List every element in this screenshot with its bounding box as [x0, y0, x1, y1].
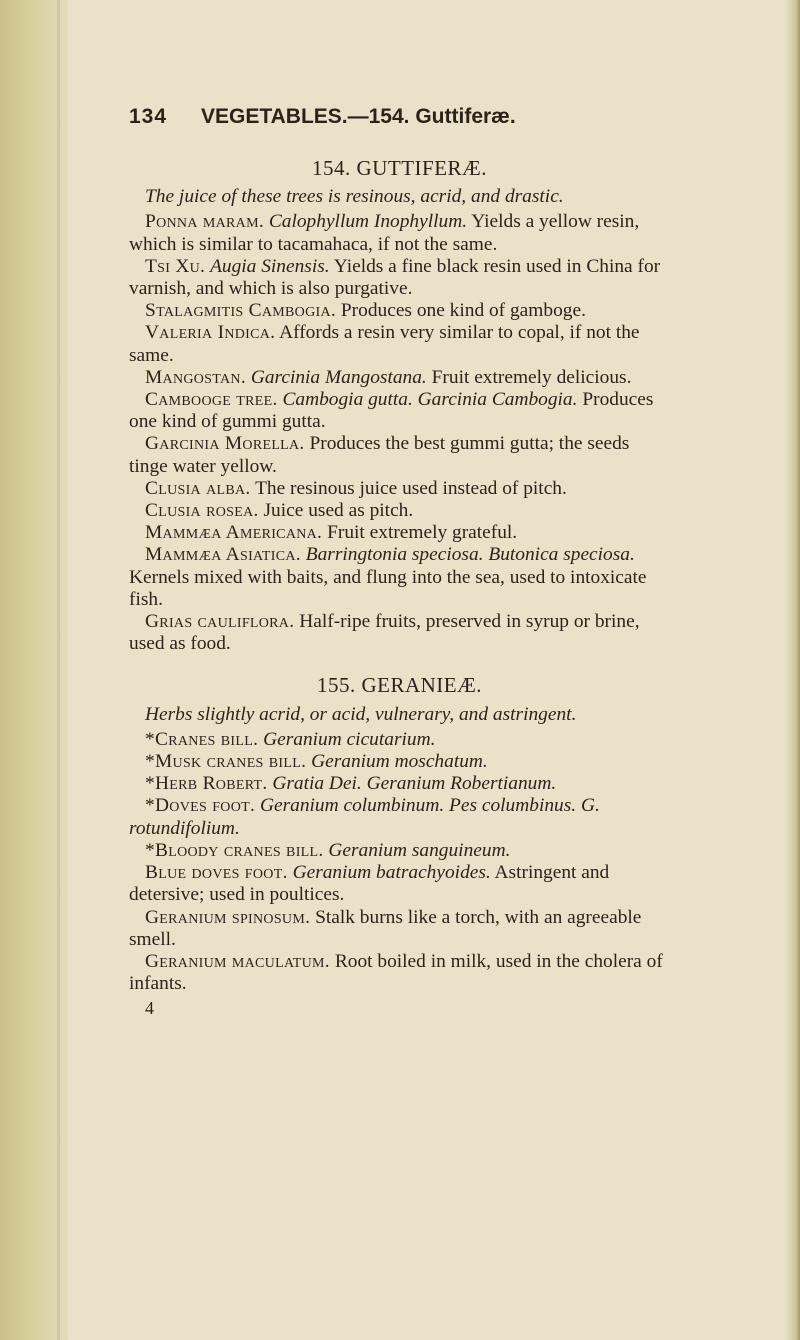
entry-name: *Herb Robert.	[145, 773, 268, 795]
entry	[129, 611, 670, 655]
entry-name: Geranium spinosum.	[145, 906, 311, 928]
entry-latin: Gratia Dei. Geranium Robertianum.	[272, 773, 557, 795]
page-edge	[786, 0, 800, 1340]
entry-text: Half-ripe fruits, preserved in syrup or brine, used as food.	[129, 611, 640, 655]
entry-name: Mammæa Americana.	[145, 522, 323, 544]
entry-text: Kernels mixed with baits, and flung into the sea, used to intoxicate fish.	[129, 566, 647, 610]
entry-latin: Geranium columbinum. Pes columbinus. G. rotundifolium.	[129, 795, 600, 839]
entry-name: Clusia alba.	[145, 477, 251, 499]
entry-name: Stalagmitis Cambogia.	[145, 300, 337, 322]
entry-latin: Barringtonia speciosa. Butonica speciosa.	[305, 544, 635, 566]
entry-text: Root boiled in milk, used in the cholera of infants.	[129, 950, 663, 995]
entry	[129, 907, 670, 951]
entry	[129, 544, 670, 611]
section-characterization: The juice of these trees is resinous, acrid, and drastic.	[145, 186, 564, 208]
section-characterization: Herbs slightly acrid, or acid, vulnerary, and astringent.	[145, 703, 577, 725]
entry-text: Affords a resin very similar to copal, if not the same.	[129, 322, 640, 366]
entry-latin: Calophyllum Inophyllum.	[268, 211, 468, 233]
entry	[129, 367, 670, 389]
entry	[129, 500, 670, 522]
entry-name: *Bloody cranes bill.	[145, 839, 324, 861]
entry	[129, 795, 670, 839]
entry-name: Grias cauliflora.	[145, 611, 295, 633]
entry-text: The resinous juice used instead of pitch.	[255, 477, 567, 499]
entry-name: *Musk cranes bill.	[145, 751, 307, 773]
entry	[129, 389, 670, 433]
entry-name: Cambooge tree.	[145, 389, 278, 411]
section-heading: 155. GERANIEÆ.	[316, 673, 483, 698]
entry-name: Geranium maculatum.	[145, 950, 330, 972]
entry-name: Clusia rosea.	[145, 500, 259, 522]
entry	[129, 300, 670, 322]
entry-name: *Doves foot.	[145, 795, 256, 817]
entry-text: Juice used as pitch.	[263, 500, 414, 522]
entry-text: Produces the best gummi gutta; the seeds tinge water yellow.	[129, 433, 630, 477]
entry	[129, 951, 670, 995]
entry-latin: Geranium cicutarium.	[263, 728, 436, 750]
entry-name: Blue doves foot.	[145, 862, 288, 884]
entry-latin: Geranium moschatum.	[311, 751, 488, 773]
entry-name: *Cranes bill.	[145, 728, 259, 750]
entry-text: Yields a yellow resin, which is similar to tacamahaca, if not the same.	[129, 211, 640, 255]
entry	[129, 729, 670, 751]
entry	[129, 862, 670, 906]
entry	[129, 478, 670, 500]
entry	[129, 522, 670, 544]
entry-text: Produces one kind of gummi gutta.	[129, 389, 654, 433]
entry-latin: Garcinia Mangostana.	[250, 366, 427, 388]
entry-name: Tsi Xu.	[145, 255, 206, 277]
signature-mark: 4	[145, 998, 154, 1019]
entry-name: Mangostan.	[145, 366, 246, 388]
entry	[129, 840, 670, 862]
entry-name: Ponna maram.	[145, 211, 264, 233]
section-geranieae	[129, 674, 670, 995]
entry	[129, 211, 670, 255]
entry	[129, 433, 670, 477]
entry-text: Fruit extremely grateful.	[327, 522, 518, 544]
binding-gutter	[0, 0, 68, 1340]
entry-latin: Cambogia gutta. Garcinia Cambogia.	[282, 389, 578, 411]
entry	[129, 773, 670, 795]
entry-text: Fruit extremely delicious.	[431, 366, 632, 388]
entry-name: Garcinia Morella.	[145, 433, 305, 455]
entry-latin: Augia Sinensis.	[210, 255, 330, 277]
running-title: VEGETABLES.—154. Guttiferæ.	[201, 105, 516, 128]
entry-text: Stalk burns like a torch, with an agreeable smell.	[129, 906, 642, 950]
entry-name: Valeria Indica.	[145, 322, 276, 344]
section-heading: 154. GUTTIFERÆ.	[312, 156, 487, 180]
page-number: 134	[129, 105, 168, 128]
section-guttiferae	[129, 157, 670, 655]
running-head	[129, 100, 670, 140]
entry-text: Astringent and detersive; used in poultices.	[129, 862, 610, 906]
entry-latin: Geranium sanguineum.	[328, 839, 511, 861]
entry	[129, 751, 670, 773]
entry-text: Produces one kind of gamboge.	[340, 300, 586, 322]
book-page	[129, 100, 670, 1020]
entry	[129, 256, 670, 300]
entry	[129, 322, 670, 366]
entry-latin: Geranium batrachyoides.	[292, 862, 491, 884]
entry-name: Mammæa Asiatica.	[145, 544, 301, 566]
entry-text: Yields a fine black resin used in China for varnish, and which is also purgative.	[129, 255, 661, 300]
